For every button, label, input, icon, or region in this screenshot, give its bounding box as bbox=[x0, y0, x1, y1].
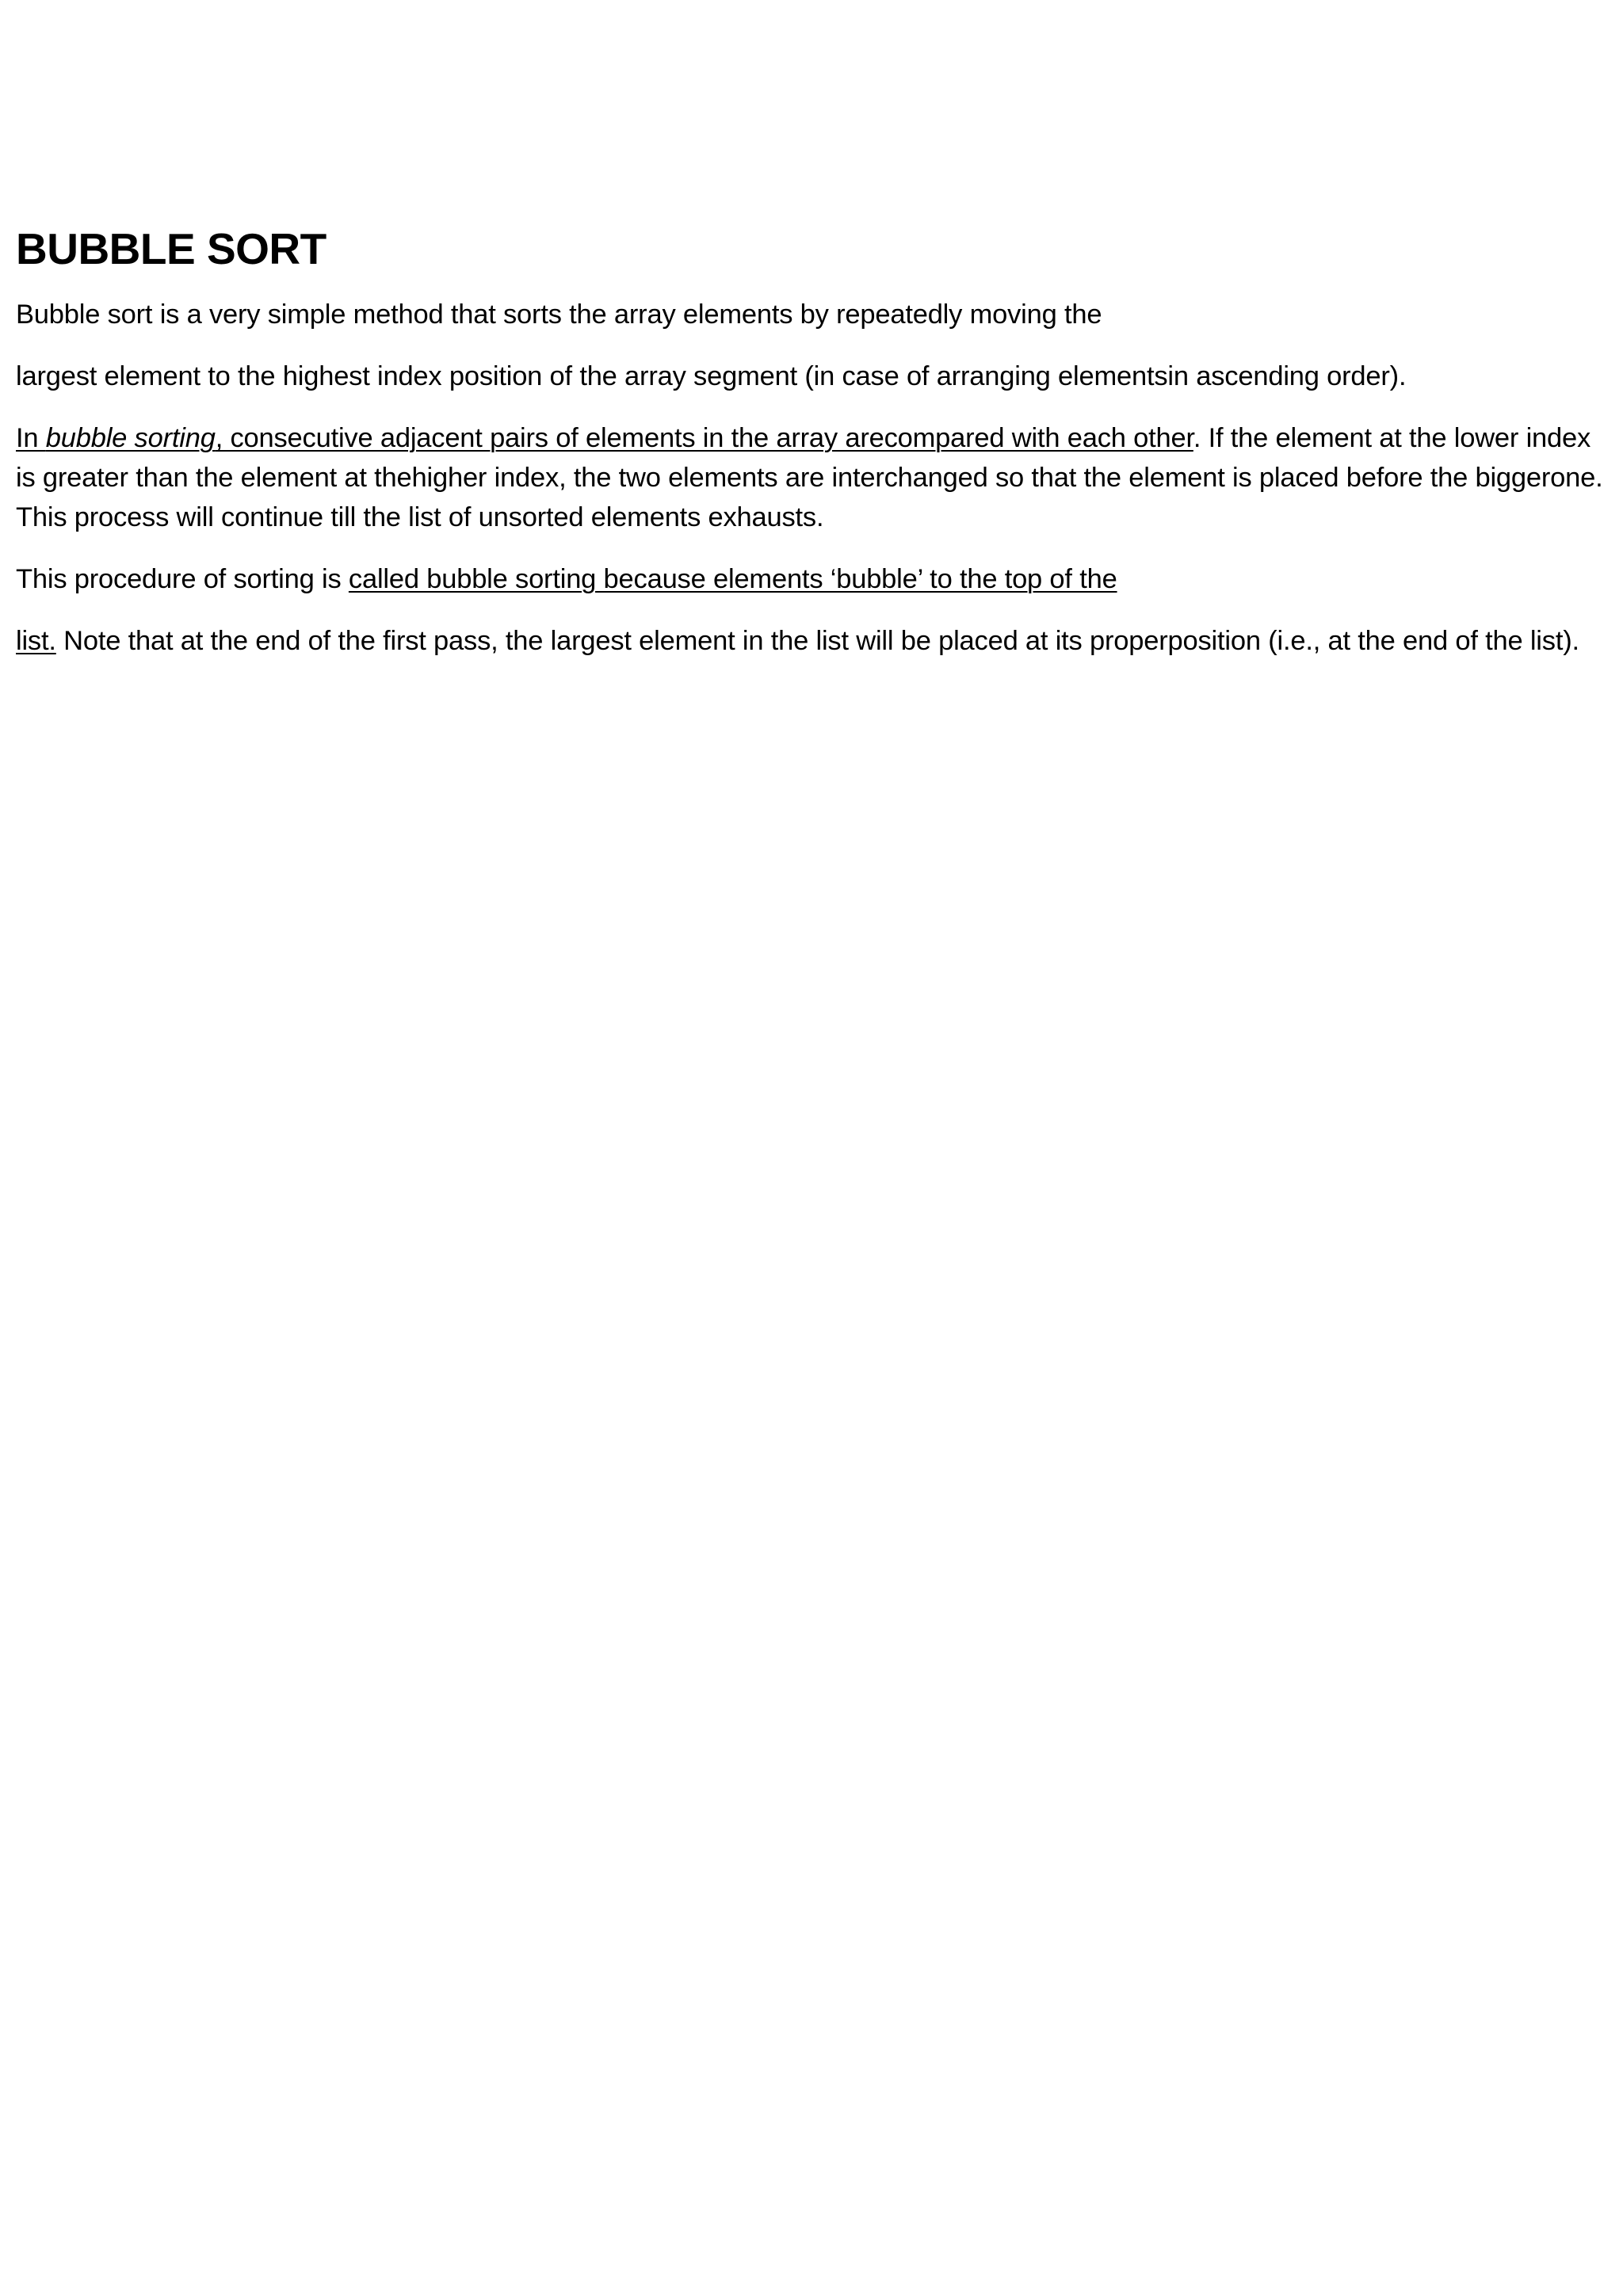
paragraph-3-plain-rest: . If the element at the lower index is greater than the element at thehigher index, the two elements are interchanged so that the element is placed before the biggerone. This process will continue till the list of unsorted elements exhausts. bbox=[16, 423, 1603, 532]
document-title: BUBBLE SORT bbox=[16, 224, 327, 273]
paragraph-4-prefix: This procedure of sorting is bbox=[16, 564, 349, 594]
paragraph-3-underlined bbox=[16, 423, 1193, 453]
paragraph-3 bbox=[16, 418, 1609, 537]
paragraph-3-underlined-rest: , consecutive adjacent pairs of elements in the array arecompared with each other bbox=[215, 423, 1193, 453]
paragraph-5 bbox=[16, 621, 1609, 661]
paragraph-4-underlined: called bubble sorting because elements ‘bubble’ to the top of the bbox=[348, 564, 1117, 594]
paragraph-2: largest element to the highest index position of the array segment (in case of arranging elementsin ascending order). bbox=[16, 361, 1407, 391]
paragraph-4 bbox=[16, 559, 1609, 599]
document-content bbox=[16, 220, 1609, 683]
paragraph-3-italic-term: bubble sorting bbox=[45, 423, 216, 453]
paragraph-5-rest: Note that at the end of the first pass, the largest element in the list will be placed at its properposition (i.e., at the end of the list). bbox=[55, 626, 1579, 656]
paragraph-1: Bubble sort is a very simple method that sorts the array elements by repeatedly moving the bbox=[16, 299, 1102, 330]
paragraph-5-underlined: list. bbox=[16, 626, 56, 656]
paragraph-3-in: In bbox=[16, 423, 46, 453]
